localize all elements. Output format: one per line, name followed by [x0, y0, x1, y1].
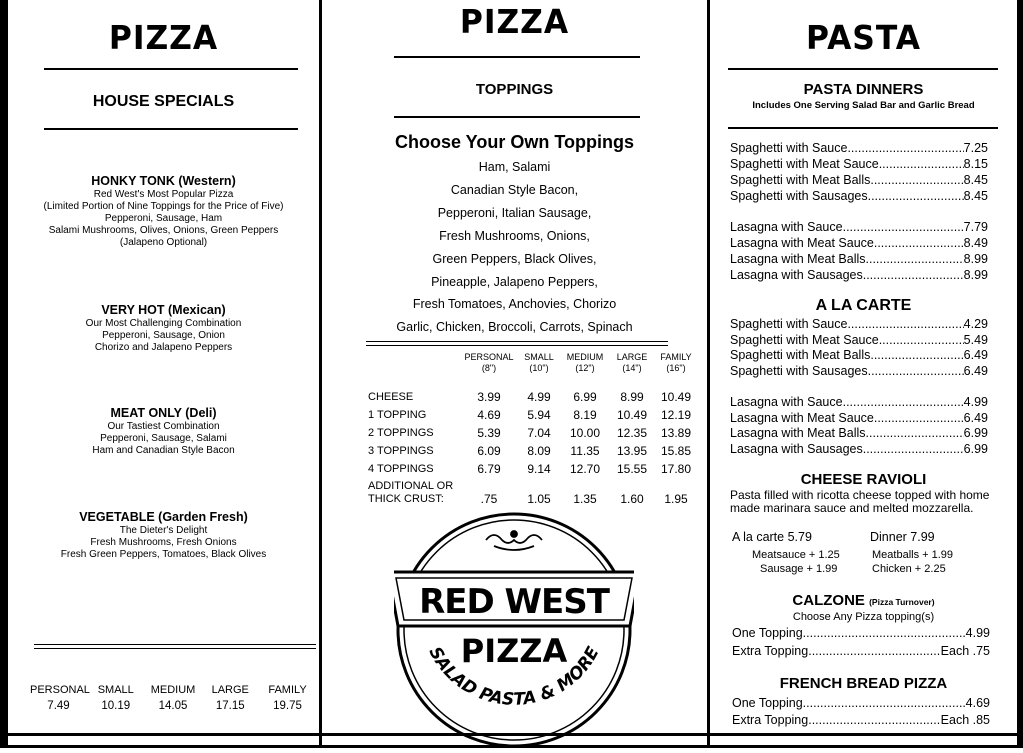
item-name: Lasagna with Meat Balls — [730, 426, 866, 440]
price-cell: 17.80 — [660, 462, 692, 476]
special-line: Pepperoni, Sausage, Ham — [104, 213, 223, 224]
dot-leader — [863, 268, 964, 283]
table-row — [368, 442, 698, 460]
table-header-row — [368, 352, 698, 374]
divider — [44, 68, 298, 70]
ravioli-addon: Meatsauce + 1.25 — [752, 549, 840, 561]
item-price: 6.99 — [963, 426, 988, 440]
table-corner — [368, 352, 460, 374]
price-cell: 10.49 — [660, 390, 692, 404]
dot-leader — [870, 173, 963, 188]
dot-leader — [803, 696, 966, 711]
size-label: MEDIUM — [150, 684, 196, 696]
item-price: 8.45 — [963, 173, 988, 187]
item-price: 6.49 — [963, 364, 988, 378]
divider — [366, 341, 668, 346]
item-name: Spaghetti with Sausages — [730, 189, 868, 203]
item-price: 8.99 — [963, 252, 988, 266]
row-label: CHEESE — [368, 391, 414, 403]
price: 17.15 — [215, 700, 245, 712]
topping-line: Fresh Tomatoes, Anchovies, Chorizo — [412, 297, 617, 311]
calzone-heading-line — [710, 592, 1017, 609]
item-name: Spaghetti with Meat Sauce — [730, 157, 879, 171]
special-very-hot — [8, 303, 319, 354]
column-size: (16") — [666, 363, 686, 373]
menu-item — [730, 411, 988, 426]
price: 19.75 — [273, 700, 302, 712]
price-cell: 6.99 — [573, 390, 597, 404]
item-name: Spaghetti with Sauce — [730, 317, 848, 331]
calzone-heading: CALZONE — [792, 592, 865, 609]
size-label: PERSONAL — [30, 684, 90, 696]
dot-leader — [874, 411, 964, 426]
price-cell: 6.79 — [477, 462, 501, 476]
price-cell: 15.55 — [616, 462, 648, 476]
menu-item — [730, 236, 988, 251]
dot-leader — [879, 333, 964, 348]
dot-leader — [847, 317, 963, 332]
topping-line: Garlic, Chicken, Broccoli, Carrots, Spinach — [396, 320, 633, 334]
topping-line: Ham, Salami — [478, 160, 551, 174]
item-name: Extra Topping — [732, 644, 809, 658]
divider — [728, 68, 998, 70]
column-header — [460, 352, 518, 374]
divider — [394, 116, 640, 118]
menu-item — [730, 268, 988, 283]
item-name: One Topping — [732, 626, 803, 640]
special-line: Fresh Green Peppers, Tomatoes, Black Olives — [60, 549, 267, 560]
price-cell: 15.85 — [660, 444, 692, 458]
item-name: Spaghetti with Meat Balls — [730, 173, 871, 187]
menu-item — [730, 252, 988, 267]
panel-title: PIZZA — [108, 18, 219, 57]
section-heading: HOUSE SPECIALS — [92, 93, 235, 110]
calzone-subtitle: Choose Any Pizza topping(s) — [792, 611, 935, 623]
menu-item — [730, 220, 988, 235]
size-label: SMALL — [97, 684, 134, 696]
column-size: (14") — [622, 363, 642, 373]
special-line: Fresh Mushrooms, Fresh Onions — [90, 537, 237, 548]
item-price: 4.99 — [963, 395, 988, 409]
item-name: Lasagna with Sauce — [730, 395, 843, 409]
price-cell: 7.04 — [527, 426, 551, 440]
ravioli-description: Pasta filled with ricotta cheese topped with home made marinara sauce and melted mozzarella. — [730, 488, 990, 515]
menu-item — [732, 626, 990, 641]
dot-leader — [847, 141, 963, 156]
dot-leader — [803, 626, 966, 641]
item-price: 8.45 — [963, 189, 988, 203]
divider — [394, 56, 640, 58]
choose-toppings-heading: Choose Your Own Toppings — [395, 132, 634, 152]
column-size: (10") — [529, 363, 549, 373]
panel-house-specials — [0, 0, 322, 748]
special-line: Red West's Most Popular Pizza — [93, 189, 234, 200]
item-price: 7.79 — [963, 220, 988, 234]
dot-leader — [870, 348, 963, 363]
special-name: VEGETABLE (Garden Fresh) — [79, 510, 248, 524]
item-price: 5.49 — [963, 333, 988, 347]
price-cell: 8.09 — [527, 444, 551, 458]
item-name: Lasagna with Meat Sauce — [730, 411, 874, 425]
panel-toppings — [322, 0, 710, 748]
special-meat-only — [8, 406, 319, 457]
price: 14.05 — [158, 700, 188, 712]
special-line: Pepperoni, Sausage, Onion — [102, 330, 225, 341]
topping-line: Pineapple, Jalapeno Peppers, — [431, 275, 598, 289]
logo-graphic — [394, 512, 634, 748]
ravioli-addon: Chicken + 2.25 — [872, 563, 946, 575]
item-name: Spaghetti with Meat Balls — [730, 348, 871, 362]
price-cell: 13.95 — [616, 444, 648, 458]
price-cell: 1.60 — [620, 492, 644, 506]
pasta-dinners-heading: PASTA DINNERS — [803, 81, 924, 98]
table-row — [368, 406, 698, 424]
row-label: 3 TOPPINGS — [368, 445, 434, 457]
column-name: MEDIUM — [566, 352, 604, 362]
menu-item — [730, 426, 988, 441]
size-label: FAMILY — [268, 684, 307, 696]
item-name: Lasagna with Sauce — [730, 220, 843, 234]
price-cell: 12.70 — [569, 462, 601, 476]
item-name: Extra Topping — [732, 713, 809, 727]
special-line: (Jalapeno Optional) — [119, 237, 208, 248]
price-cell: 6.09 — [477, 444, 501, 458]
price-cell: 1.05 — [527, 492, 551, 506]
price-cell: 5.39 — [477, 426, 501, 440]
dot-leader — [866, 426, 964, 441]
price-cell: 13.89 — [660, 426, 692, 440]
topping-line: Fresh Mushrooms, Onions, — [439, 229, 590, 243]
item-price: 6.99 — [963, 442, 988, 456]
item-price: 7.25 — [963, 141, 988, 155]
item-price: 4.69 — [965, 696, 990, 710]
panel-title: PIZZA — [459, 2, 570, 41]
column-name: PERSONAL — [464, 352, 514, 362]
item-price: 4.99 — [965, 626, 990, 640]
table-row — [368, 424, 698, 442]
column-name: LARGE — [616, 352, 648, 362]
special-line: Our Most Challenging Combination — [85, 318, 242, 329]
menu-item — [730, 141, 988, 156]
special-name: VERY HOT (Mexican) — [101, 303, 226, 317]
special-name: HONKY TONK (Western) — [91, 174, 236, 188]
menu-item — [732, 713, 990, 728]
column-name: SMALL — [524, 352, 554, 362]
dot-leader — [843, 220, 964, 235]
price-cell: 1.35 — [573, 492, 597, 506]
dot-leader — [868, 189, 964, 204]
menu-item — [730, 157, 988, 172]
item-name: Lasagna with Sausages — [730, 442, 863, 456]
table-row — [368, 478, 698, 506]
item-name: Spaghetti with Meat Sauce — [730, 333, 879, 347]
section-heading: TOPPINGS — [475, 81, 554, 98]
dot-leader — [879, 157, 964, 172]
special-line: The Dieter's Delight — [119, 525, 208, 536]
topping-line: Green Peppers, Black Olives, — [432, 252, 597, 266]
red-west-pizza-logo — [394, 512, 634, 748]
divider — [728, 127, 998, 129]
panel-title: PASTA — [806, 18, 921, 57]
logo-name: RED WEST — [419, 582, 609, 622]
column-name: FAMILY — [660, 352, 692, 362]
logo-arc-path-text: SALAD PASTA & MORE — [424, 643, 604, 710]
dot-leader — [863, 442, 964, 457]
item-name: Lasagna with Meat Sauce — [730, 236, 874, 250]
row-label: 4 TOPPINGS — [368, 463, 434, 475]
special-line: Our Tastiest Combination — [107, 421, 220, 432]
table-row — [368, 460, 698, 478]
row-label: 1 TOPPING — [368, 409, 427, 421]
column-header — [654, 352, 698, 374]
item-name: Lasagna with Sausages — [730, 268, 863, 282]
table-spacer — [368, 374, 698, 388]
item-price: 8.15 — [963, 157, 988, 171]
calzone-note: (Pizza Turnover) — [869, 597, 935, 607]
a-la-carte-heading: A LA CARTE — [815, 297, 912, 314]
divider — [34, 644, 316, 645]
pasta-dinners-note: Includes One Serving Salad Bar and Garlic Bread — [752, 100, 975, 111]
item-price: Each .85 — [940, 713, 990, 727]
menu-item — [730, 173, 988, 188]
menu-item — [732, 644, 990, 659]
item-price: 4.29 — [963, 317, 988, 331]
special-line: Chorizo and Jalapeno Peppers — [94, 342, 233, 353]
size-label: LARGE — [211, 684, 249, 696]
item-price: 6.49 — [963, 411, 988, 425]
topping-line: Pepperoni, Italian Sausage, — [437, 206, 592, 220]
price-row — [30, 700, 316, 712]
special-name: MEAT ONLY (Deli) — [110, 406, 217, 420]
price-cell: .75 — [480, 492, 498, 506]
column-header — [610, 352, 654, 374]
menu-item — [730, 333, 988, 348]
price-cell: 8.99 — [620, 390, 644, 404]
special-vegetable — [8, 510, 319, 561]
special-line: Salami Mushrooms, Olives, Onions, Green Peppers — [48, 225, 279, 236]
logo-pizza: PIZZA — [460, 632, 568, 670]
frame-border — [8, 733, 319, 748]
ravioli-a-la-carte-price: A la carte 5.79 — [732, 530, 812, 544]
price-cell: 4.99 — [527, 390, 551, 404]
price-cell: 1.95 — [664, 492, 688, 506]
dot-leader — [868, 364, 964, 379]
ravioli-dinner-price: Dinner 7.99 — [870, 530, 935, 544]
menu-item — [730, 348, 988, 363]
ravioli-addon: Sausage + 1.99 — [760, 563, 838, 575]
menu-item — [732, 696, 990, 711]
row-label — [368, 478, 460, 506]
frame-border — [322, 733, 707, 748]
price-cell: 9.14 — [527, 462, 551, 476]
divider — [34, 648, 316, 649]
row-label-line: THICK CRUST: — [368, 493, 444, 505]
item-price: Each .75 — [940, 644, 990, 658]
special-line: Ham and Canadian Style Bacon — [92, 445, 235, 456]
item-price: 8.49 — [963, 236, 988, 250]
dot-leader — [808, 644, 940, 659]
price-cell: 3.99 — [477, 390, 501, 404]
item-name: Spaghetti with Sauce — [730, 141, 848, 155]
item-name: Spaghetti with Sausages — [730, 364, 868, 378]
item-price: 6.49 — [963, 348, 988, 362]
special-honky-tonk — [8, 174, 319, 249]
ravioli-addon: Meatballs + 1.99 — [872, 549, 954, 561]
menu-item — [730, 395, 988, 410]
divider — [44, 128, 298, 130]
row-label-line: ADDITIONAL OR — [368, 480, 454, 492]
row-label: 2 TOPPINGS — [368, 427, 434, 439]
price-cell: 5.94 — [527, 408, 551, 422]
price-cell: 11.35 — [570, 444, 600, 458]
menu-item — [730, 317, 988, 332]
pizza-price-table — [368, 352, 698, 506]
price: 7.49 — [47, 700, 70, 712]
item-price: 8.99 — [963, 268, 988, 282]
dot-leader — [874, 236, 964, 251]
column-header — [560, 352, 610, 374]
frame-border — [710, 733, 1017, 748]
dot-leader — [866, 252, 964, 267]
price-cell: 12.19 — [660, 408, 692, 422]
table-row — [368, 388, 698, 406]
size-labels-row — [30, 684, 316, 696]
column-header — [518, 352, 560, 374]
menu-item — [730, 442, 988, 457]
price-cell: 10.49 — [616, 408, 648, 422]
menu-item — [730, 364, 988, 379]
price-cell: 10.00 — [569, 426, 601, 440]
item-name: Lasagna with Meat Balls — [730, 252, 866, 266]
column-size: (12") — [575, 363, 595, 373]
special-line: (Limited Portion of Nine Toppings for the Price of Five) — [43, 201, 284, 212]
price: 10.19 — [101, 700, 131, 712]
price-cell: 4.69 — [477, 408, 501, 422]
topping-line: Canadian Style Bacon, — [450, 183, 579, 197]
column-size: (8") — [481, 363, 497, 373]
menu-item — [730, 189, 988, 204]
item-name: One Topping — [732, 696, 803, 710]
dot-leader — [808, 713, 940, 728]
price-cell: 12.35 — [616, 426, 648, 440]
cheese-ravioli-heading: CHEESE RAVIOLI — [800, 471, 927, 488]
french-bread-heading: FRENCH BREAD PIZZA — [779, 675, 948, 692]
price-cell: 8.19 — [573, 408, 597, 422]
special-line: Pepperoni, Sausage, Salami — [100, 433, 227, 444]
panel-pasta — [710, 0, 1023, 748]
dot-leader — [843, 395, 964, 410]
